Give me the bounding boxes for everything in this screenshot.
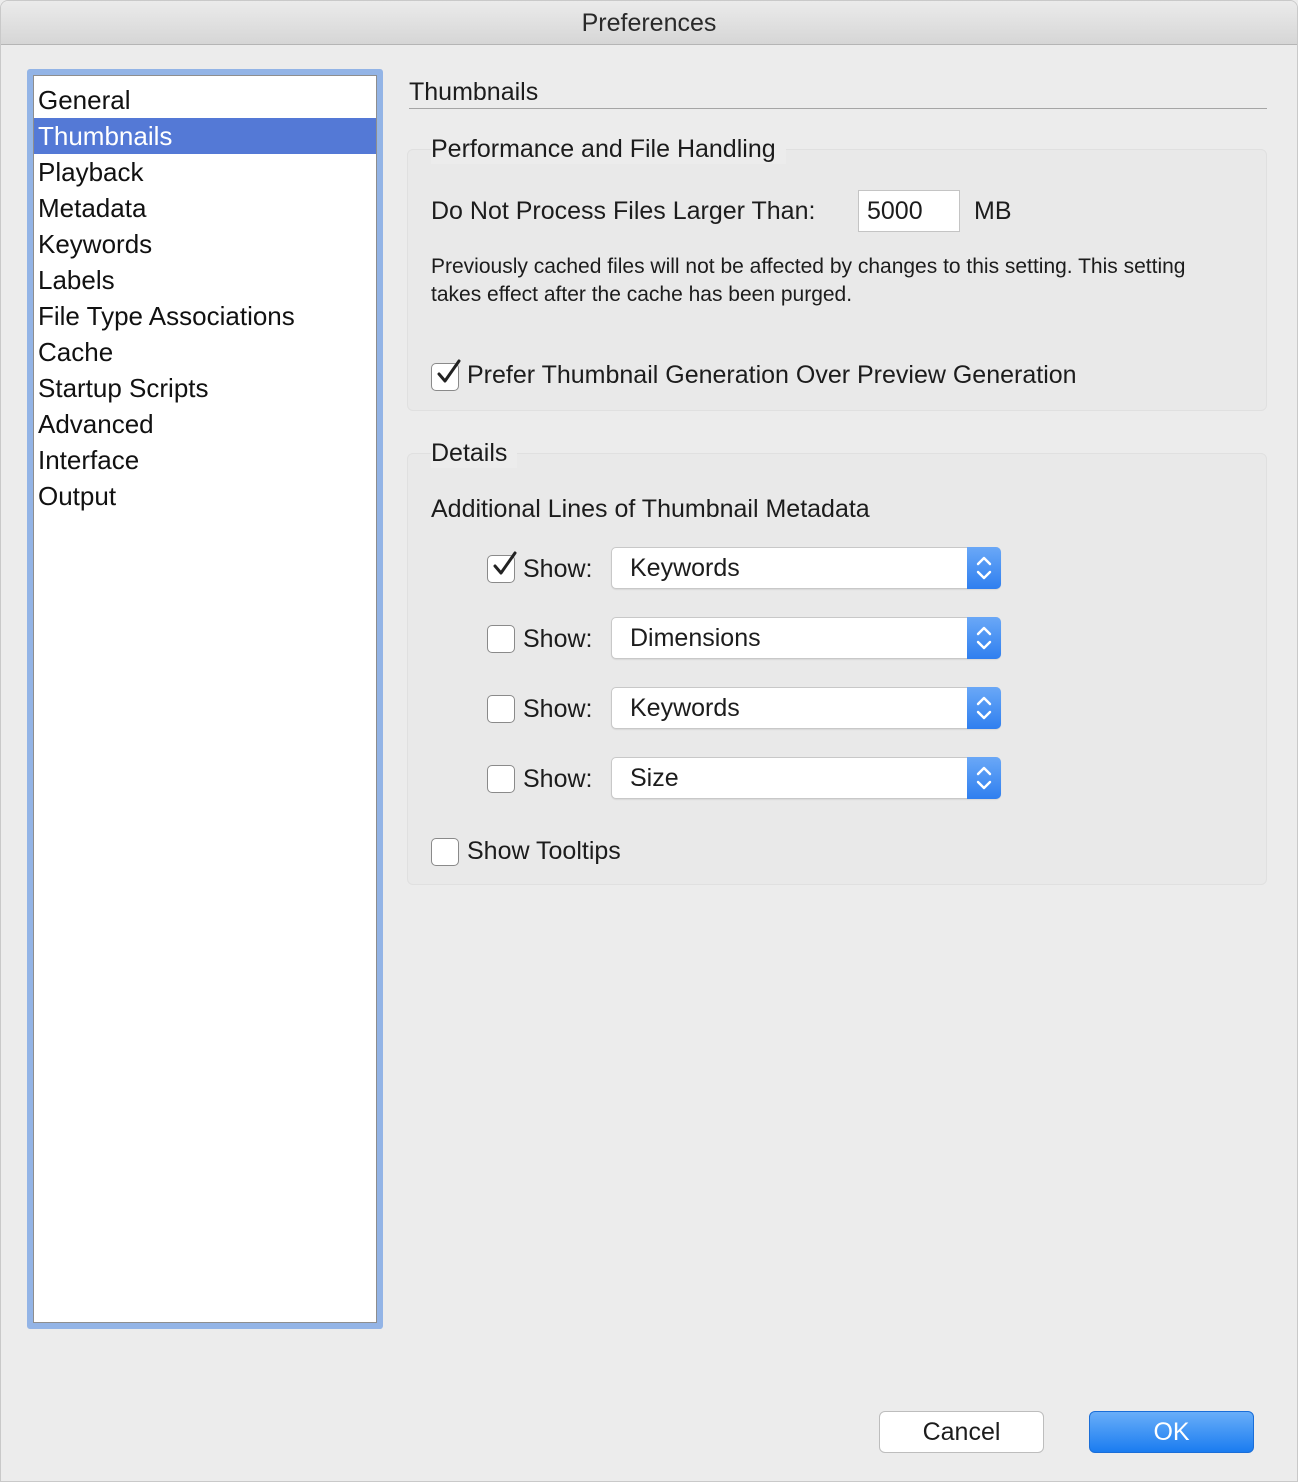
show-line-3-checkbox[interactable] xyxy=(487,695,515,723)
metadata-heading: Additional Lines of Thumbnail Metadata xyxy=(431,495,870,523)
chevron-updown-icon xyxy=(975,693,993,723)
panel-title: Thumbnails xyxy=(409,75,1267,109)
show-line-4-checkbox[interactable] xyxy=(487,765,515,793)
select-value: Size xyxy=(630,764,679,792)
show-tooltips-label[interactable]: Show Tooltips xyxy=(467,837,621,865)
select-stepper[interactable] xyxy=(967,617,1001,659)
cache-note: Previously cached files will not be affected by changes to this setting. This setting takes effect after the cache has been purged. xyxy=(431,255,1186,306)
sidebar-item-cache[interactable]: Cache xyxy=(38,337,114,367)
select-stepper[interactable] xyxy=(967,687,1001,729)
chevron-updown-icon xyxy=(975,623,993,653)
ok-button[interactable]: OK xyxy=(1089,1411,1254,1453)
sidebar-item-general[interactable]: General xyxy=(38,85,131,115)
show-line-3-select[interactable] xyxy=(611,687,1001,729)
details-legend: Details xyxy=(431,439,517,468)
checkmark-icon xyxy=(490,550,520,580)
cancel-button[interactable]: Cancel xyxy=(879,1411,1044,1453)
chevron-updown-icon xyxy=(975,763,993,793)
select-value: Keywords xyxy=(630,694,740,722)
sidebar-item-thumbnails[interactable]: Thumbnails xyxy=(34,118,376,154)
show-line-1-select[interactable] xyxy=(611,547,1001,589)
select-stepper[interactable] xyxy=(967,547,1001,589)
prefer-thumbnail-label[interactable]: Prefer Thumbnail Generation Over Preview Generation xyxy=(467,361,1077,389)
show-line-1-checkbox[interactable] xyxy=(487,555,515,583)
prefer-thumbnail-checkbox[interactable] xyxy=(431,363,459,391)
chevron-updown-icon xyxy=(975,553,993,583)
sidebar-item-interface[interactable]: Interface xyxy=(38,445,140,475)
sidebar-item-labels[interactable]: Labels xyxy=(38,265,115,295)
sidebar-item-playback[interactable]: Playback xyxy=(38,157,144,187)
max-size-label: Do Not Process Files Larger Than: xyxy=(431,197,816,225)
sidebar-item-keywords[interactable]: Keywords xyxy=(38,229,153,259)
max-size-input[interactable]: 5000 xyxy=(858,190,960,232)
sidebar-item-metadata[interactable]: Metadata xyxy=(38,193,147,223)
sidebar-item-startup-scripts[interactable]: Startup Scripts xyxy=(38,373,209,403)
show-line-2-select[interactable] xyxy=(611,617,1001,659)
window-title: Preferences xyxy=(1,1,1297,45)
performance-legend: Performance and File Handling xyxy=(431,135,786,164)
sidebar-item-advanced[interactable]: Advanced xyxy=(38,409,154,439)
max-size-unit: MB xyxy=(974,197,1012,225)
select-value: Keywords xyxy=(630,554,740,582)
show-line-2-label: Show: xyxy=(523,625,593,653)
sidebar-item-file-type-associations[interactable]: File Type Associations xyxy=(38,301,295,331)
show-line-3-label: Show: xyxy=(523,695,593,723)
select-stepper[interactable] xyxy=(967,757,1001,799)
show-line-1-label: Show: xyxy=(523,555,593,583)
show-line-2-checkbox[interactable] xyxy=(487,625,515,653)
sidebar-focus-ring xyxy=(27,69,383,1329)
show-line-4-select[interactable] xyxy=(611,757,1001,799)
select-value: Dimensions xyxy=(630,624,761,652)
show-tooltips-checkbox[interactable] xyxy=(431,838,459,866)
checkmark-icon xyxy=(434,358,464,388)
show-line-4-label: Show: xyxy=(523,765,593,793)
sidebar-item-output[interactable]: Output xyxy=(38,481,117,511)
sidebar-list[interactable] xyxy=(33,75,377,1323)
